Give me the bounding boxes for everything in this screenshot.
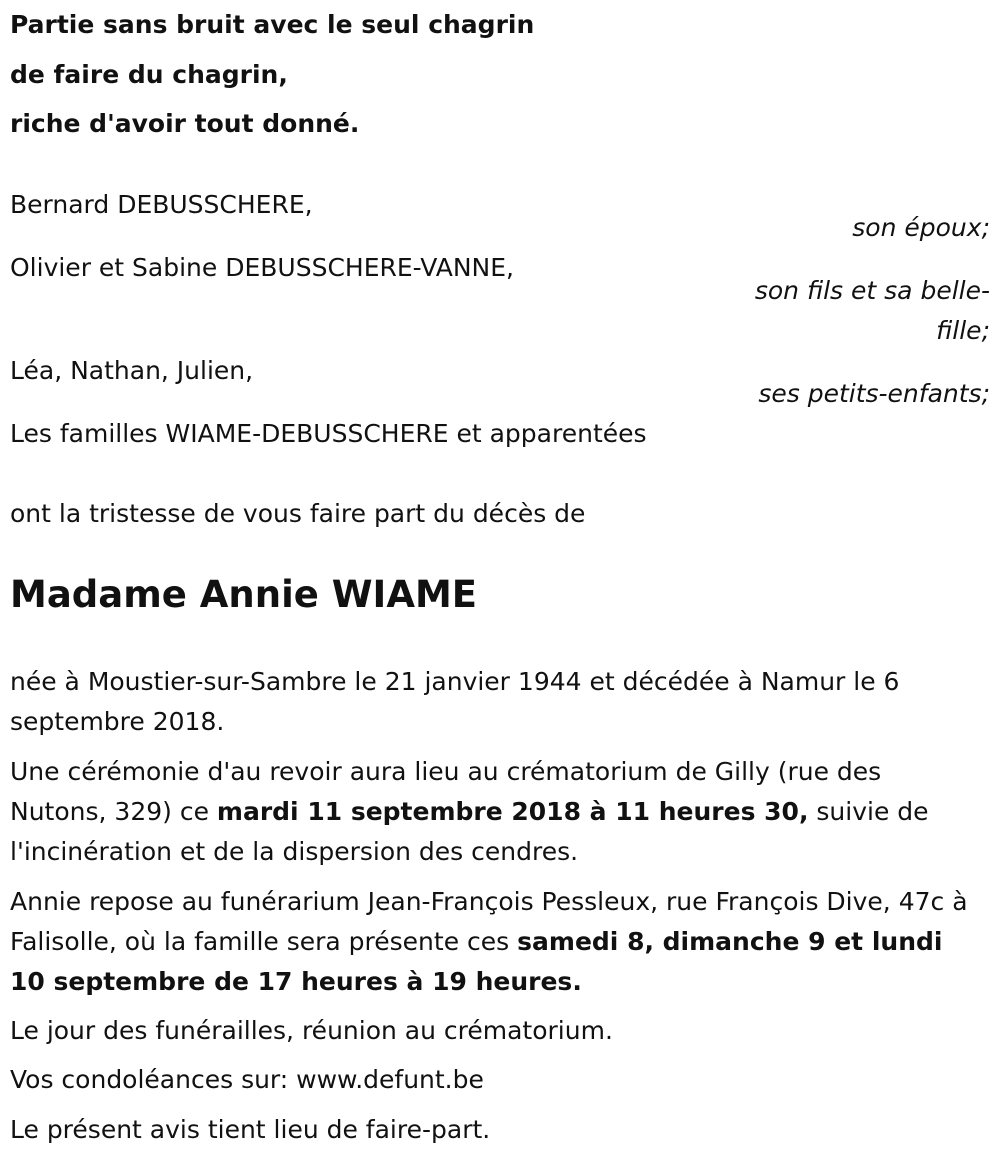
announcement-text: ont la tristesse de vous faire part du décès de	[10, 499, 586, 528]
family-member-name: Bernard DEBUSSCHERE,	[10, 190, 313, 219]
deceased-name: Madame Annie WIAME	[10, 573, 478, 616]
ceremony-text: Une cérémonie d'au revoir aura lieu au crématorium de Gilly (rue des Nutons, 329) ce	[10, 757, 882, 826]
ceremony-paragraph	[10, 752, 985, 872]
notice-paragraph: Le présent avis tient lieu de faire-part.	[10, 1115, 491, 1144]
condolences-paragraph: Vos condoléances sur: www.defunt.be	[10, 1065, 484, 1094]
poem-line-1: Partie sans bruit avec le seul chagrin	[10, 10, 535, 39]
ceremony-text-end: suivie de l'incinération et de la dispersion des cendres.	[10, 797, 929, 866]
family-member-role: son fils et sa belle-	[754, 276, 990, 305]
family-member-role: son époux;	[852, 213, 990, 242]
birth-death-paragraph: née à Moustier-sur-Sambre le 21 janvier 1944 et décédée à Namur le 6 septembre 2018.	[10, 667, 900, 736]
family-member-name: Léa, Nathan, Julien,	[10, 356, 254, 385]
funeral-day-paragraph: Le jour des funérailles, réunion au crématorium.	[10, 1016, 613, 1045]
family-member-name: Olivier et Sabine DEBUSSCHERE-VANNE,	[10, 253, 514, 282]
poem-line-3: riche d'avoir tout donné.	[10, 109, 360, 138]
repose-paragraph	[10, 882, 985, 1002]
family-member-role: ses petits-enfants;	[758, 379, 990, 408]
family-member-role: fille;	[936, 316, 990, 345]
family-member-name: Les familles WIAME-DEBUSSCHERE et apparentées	[10, 419, 647, 448]
repose-text: Annie repose au funérarium Jean-François Pessleux, rue François Dive, 47c à Falisolle, où la famille sera présente ces	[10, 887, 968, 956]
visiting-hours: samedi 8, dimanche 9 et lundi 10 septembre de 17 heures à 19 heures.	[10, 927, 943, 996]
poem-line-2: de faire du chagrin,	[10, 60, 288, 89]
ceremony-date: mardi 11 septembre 2018 à 11 heures 30,	[216, 797, 809, 826]
